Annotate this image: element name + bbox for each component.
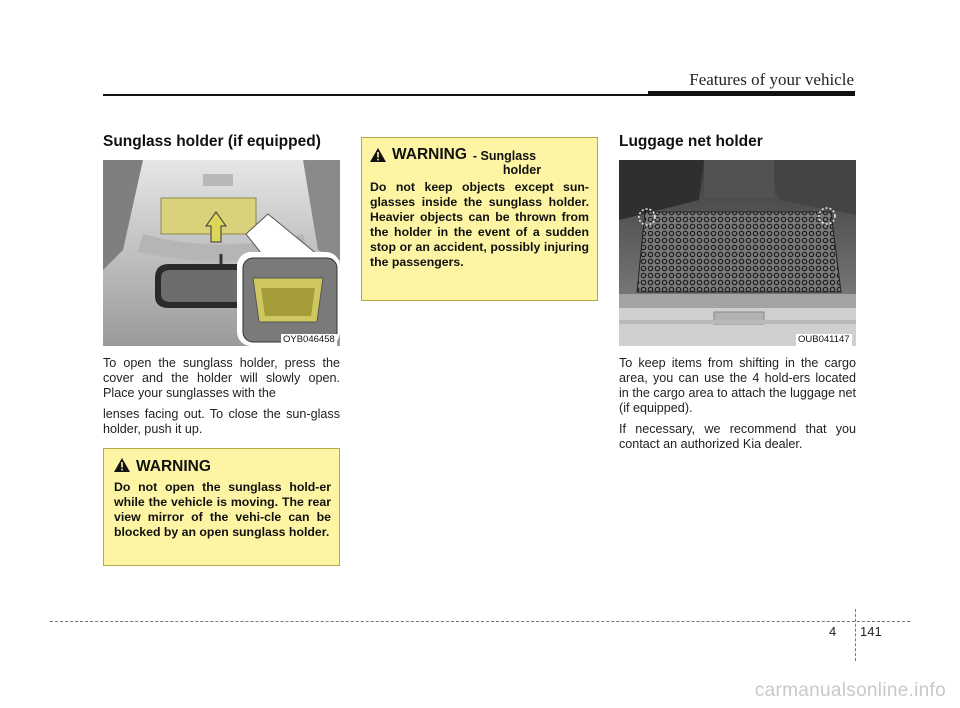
luggage-net-holder-title: Luggage net holder <box>619 133 763 150</box>
warning-subheading <box>473 149 541 177</box>
warning-triangle-icon <box>114 458 130 472</box>
warning-body-text: Do not keep objects except sun-glasses inside the sunglass holder. Heavier objects can be thrown from the holder in the event of a sudden stop or an accident, possibly injuring the passengers. <box>370 180 589 269</box>
luggage-body-text <box>619 356 856 458</box>
warning-box-sunglass-holder <box>361 137 598 301</box>
luggage-paragraph-2: If necessary, we recommend that you contact an authorized Kia dealer. <box>619 422 856 451</box>
page-number: 141 <box>860 624 882 639</box>
sunglass-holder-title: Sunglass holder (if equipped) <box>103 133 321 150</box>
chapter-number: 4 <box>829 624 837 639</box>
footer-divider <box>855 609 856 661</box>
header-rule-accent <box>648 91 855 96</box>
warning-body-text: Do not open the sunglass hold-er while the vehicle is moving. The rear view mirror of the vehi-cle can be blocked by an open sunglass holder. <box>114 480 331 539</box>
sunglass-photo-code: OYB046458 <box>283 334 335 345</box>
sunglass-paragraph-2: lenses facing out. To close the sun-glass holder, push it up. <box>103 407 340 436</box>
warning-box-sunglass-driving <box>103 448 340 566</box>
warning-heading-text: WARNING <box>136 458 211 475</box>
sunglass-paragraph-1: To open the sunglass holder, press the cover and the holder will slowly open. Place your sunglasses with the <box>103 356 340 400</box>
watermark: carmanualsonline.info <box>754 680 946 701</box>
header-title: Features of your vehicle <box>689 70 854 89</box>
warning-subheading-line-1: - Sunglass <box>472 149 537 163</box>
footer-rule <box>50 621 910 622</box>
sunglass-body-text <box>103 356 340 443</box>
warning-subheading-line-2: holder <box>502 163 542 177</box>
luggage-net-photo <box>619 160 856 346</box>
luggage-photo-code: OUB041147 <box>798 334 850 345</box>
warning-heading <box>370 146 589 177</box>
warning-heading <box>114 458 331 476</box>
warning-triangle-icon <box>370 148 386 162</box>
sunglass-holder-photo <box>103 160 340 346</box>
warning-heading-text: WARNING <box>392 146 467 163</box>
luggage-paragraph-1: To keep items from shifting in the cargo area, you can use the 4 hold-ers located in the cargo area to attach the luggage net (if equipped). <box>619 356 856 415</box>
